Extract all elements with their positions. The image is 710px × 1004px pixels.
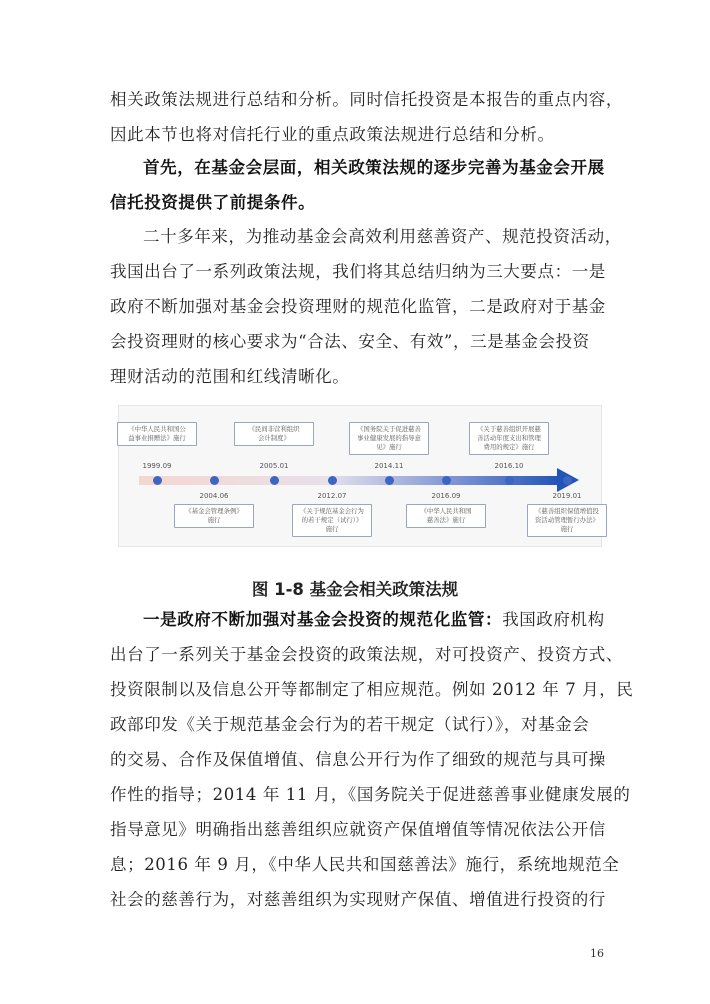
timeline-event-text: 《民间非营利组织	[248, 425, 300, 433]
page-number: 16	[590, 947, 604, 960]
timeline-event-text: 事业健康发展的指导意	[357, 434, 421, 442]
timeline-event-text: 施行	[560, 525, 574, 533]
detail-text: 社会的慈善行为，对慈善组织为实现财产保值、增值进行投资的行	[110, 890, 606, 909]
timeline-event-text: 《关于规范基金会行为	[300, 507, 364, 515]
timeline-year: 2019.01	[552, 492, 582, 500]
timeline-event-box	[292, 504, 372, 537]
timeline-event-text: 见》施行	[376, 443, 402, 451]
timeline-event-text: 《关于慈善组织开展慈	[477, 425, 541, 433]
timeline-dot	[328, 476, 337, 485]
timeline-year: 2016.09	[431, 492, 461, 500]
timeline-event-text: 《国务院关于促进慈善	[357, 425, 421, 433]
timeline-event-text: 《基金会管理条例》	[185, 507, 243, 515]
figure-caption: 图 1-8 基金会相关政策法规	[251, 580, 459, 599]
timeline-event-text: 费用的规定》施行	[483, 443, 535, 451]
timeline-dot	[210, 476, 219, 485]
timeline-event-text: 的若干规定（试行）》	[301, 516, 363, 524]
intro-line: 相关政策法规进行总结和分析。同时信托投资是本报告的重点内容，	[110, 90, 623, 109]
timeline-event-text: 《中华人民共和国公	[128, 425, 186, 433]
detail-text: 出台了一系列关于基金会投资的政策法规，对可投资产、投资方式、	[110, 645, 623, 664]
timeline-event-text: 会计制度》	[258, 434, 290, 442]
timeline-dot	[153, 476, 162, 485]
detail-text: 息；2016 年 9 月，《中华人民共和国慈善法》施行，系统地规范全	[110, 855, 620, 874]
timeline-year: 2004.06	[199, 492, 229, 500]
detail-line	[110, 707, 612, 742]
summary-paragraph	[110, 219, 622, 394]
timeline-event-box	[527, 504, 607, 537]
detail-text: 投资限制以及信息公开等都制定了相应规范。例如 2012 年 7 月，民	[110, 680, 634, 699]
timeline-year: 1999.09	[142, 462, 172, 470]
timeline-event-box	[117, 422, 197, 446]
timeline-event-text: 资活动管理暂行办法》	[535, 516, 599, 524]
detail-paragraph	[110, 602, 634, 917]
timeline-event-text: 益事业捐赠法》施行	[128, 434, 186, 442]
timeline-dot	[505, 476, 514, 485]
timeline-event-text: 施行	[207, 516, 221, 524]
timeline-event-box	[469, 422, 549, 455]
timeline-year: 2016.10	[494, 462, 524, 470]
summary-line: 我国出台了一系列政策法规，我们将其总结归纳为三大要点：一是	[110, 262, 606, 281]
detail-line	[110, 847, 620, 882]
detail-text: 的交易、合作及保值增值、信息公开行为作了细致的规范与具可操	[110, 750, 606, 769]
detail-text: 我国政府机构	[502, 610, 605, 629]
detail-line	[110, 672, 634, 707]
intro-paragraph	[110, 82, 623, 152]
policy-timeline-figure	[118, 405, 602, 547]
detail-text: 指导意见》明确指出慈善组织应就资产保值增值等情况依法公开信	[110, 820, 606, 839]
heading-line: 首先，在基金会层面，相关政策法规的逐步完善为基金会开展	[143, 158, 605, 177]
timeline-year: 2012.07	[317, 492, 347, 500]
timeline-year: 2014.11	[374, 462, 404, 470]
detail-line	[110, 777, 631, 812]
detail-line	[110, 602, 612, 637]
timeline-event-text: 施行	[325, 525, 339, 533]
timeline-event-text: 慈善法》施行	[426, 516, 466, 524]
summary-line: 会投资理财的核心要求为“合法、安全、有效”，三是基金会投资	[110, 332, 590, 351]
timeline-event-text: 《慈善组织保值增值投	[535, 507, 599, 515]
section-heading-paragraph	[110, 150, 612, 220]
timeline-event-text: 善活动年度支出和管理	[477, 434, 541, 442]
heading-line: 信托投资提供了前提条件。	[110, 193, 316, 212]
summary-line: 理财活动的范围和红线清晰化。	[110, 367, 350, 386]
detail-line	[110, 637, 623, 672]
timeline-dot	[270, 476, 279, 485]
timeline-dot	[385, 476, 394, 485]
timeline-dot	[563, 476, 572, 485]
timeline-event-box	[174, 504, 254, 528]
detail-line	[110, 742, 612, 777]
summary-line: 二十多年来，为推动基金会高效利用慈善资产、规范投资活动，	[143, 227, 622, 246]
summary-line: 政府不断加强对基金会投资理财的规范化监管，二是政府对于基金	[110, 297, 606, 316]
timeline-event-box	[234, 422, 314, 446]
timeline-year: 2005.01	[259, 462, 289, 470]
detail-text: 政部印发《关于规范基金会行为的若干规定（试行）》，对基金会	[110, 715, 590, 734]
detail-lead-in: 一是政府不断加强对基金会投资的规范化监管：	[143, 610, 503, 629]
detail-line	[110, 812, 612, 847]
timeline-dot	[442, 476, 451, 485]
timeline-event-box	[406, 504, 486, 528]
timeline-event-box	[349, 422, 429, 455]
detail-text: 作性的指导；2014 年 11 月，《国务院关于促进慈善事业健康发展的	[110, 785, 631, 804]
detail-line	[110, 882, 612, 917]
timeline-bar	[139, 476, 559, 485]
timeline-event-text: 《中华人民共和国	[420, 507, 472, 515]
intro-line: 因此本节也将对信托行业的重点政策法规进行总结和分析。	[110, 125, 555, 144]
